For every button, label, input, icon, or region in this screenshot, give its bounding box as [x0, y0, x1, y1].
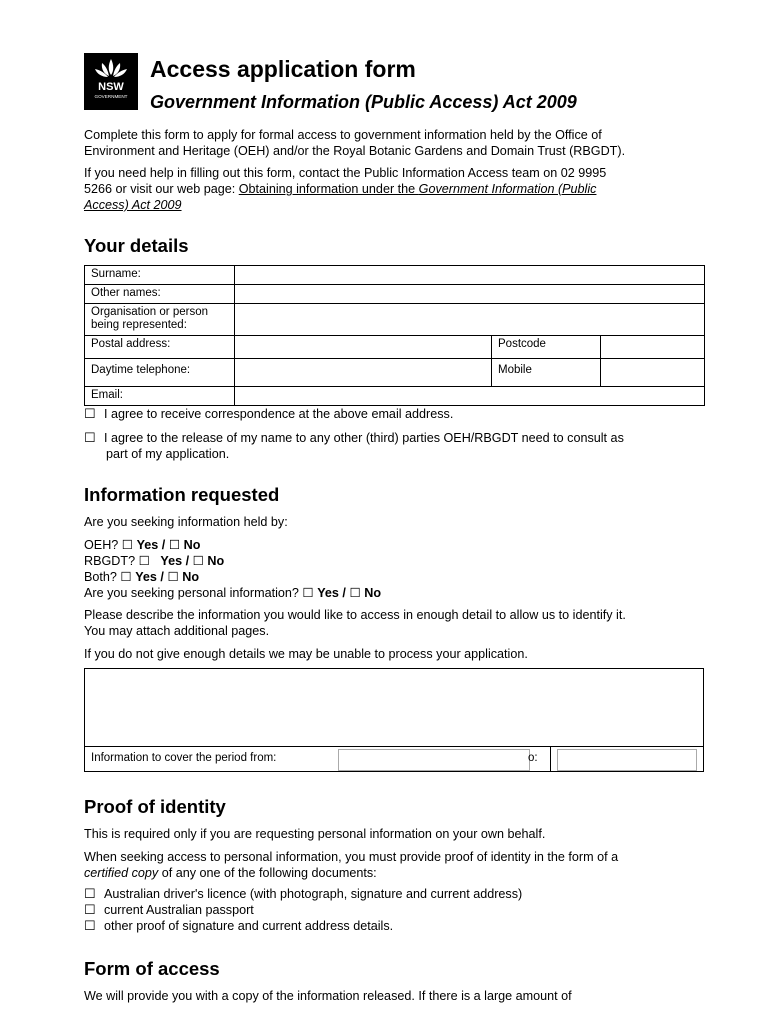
help-link[interactable]: Obtaining information under the Government Information (Public	[238, 182, 597, 196]
personal-label: Are you seeking personal information?	[84, 586, 299, 600]
intro-line-2: Environment and Heritage (OEH) and/or the Royal Botanic Gardens and Domain Trust (RBGDT).	[84, 144, 626, 158]
both-no-label: No	[182, 570, 200, 584]
help-line-2	[84, 181, 596, 197]
describe-line-2: You may attach additional pages.	[84, 624, 270, 638]
agree-email-label: I agree to receive correspondence at the above email address.	[104, 407, 454, 421]
proof-line-1: This is required only if you are requesting personal information on your own behalf.	[84, 827, 546, 841]
both-no-checkbox[interactable]: ☐	[167, 570, 179, 584]
other-proof-label: other proof of signature and current address details.	[104, 919, 394, 933]
drivers-licence-label: Australian driver's licence (with photograph, signature and current address)	[104, 887, 523, 901]
both-label: Both?	[84, 570, 117, 584]
period-divider	[550, 747, 551, 772]
section-heading-information-requested: Information requested	[84, 484, 280, 505]
surname-label: Surname:	[85, 266, 235, 285]
your-details-table	[84, 265, 705, 406]
personal-no-label: No	[364, 586, 382, 600]
agree-release-label-continued: part of my application.	[106, 447, 230, 461]
help-line-1: If you need help in filling out this form, contact the Public Information Access team on 02 9995	[84, 166, 607, 180]
proof-doc-2-row	[84, 902, 254, 918]
rbgdt-row	[84, 553, 224, 569]
postcode-label: Postcode	[492, 336, 601, 359]
agree-release-label: I agree to the release of my name to any other (third) parties OEH/RBGDT need to consult as	[104, 431, 624, 445]
postal-address-field[interactable]	[235, 336, 492, 359]
certified-copy-text: certified copy	[84, 866, 159, 880]
organisation-label: Organisation or person being represented:	[85, 304, 235, 336]
proof-doc-3-row	[84, 918, 393, 934]
oeh-no-label: No	[183, 538, 201, 552]
period-to-label: o:	[528, 752, 538, 764]
help-text: 5266 or visit our web page:	[84, 182, 239, 196]
agree-release-row	[84, 430, 624, 446]
both-yes-label: Yes /	[135, 570, 164, 584]
rbgdt-label: RBGDT?	[84, 554, 136, 568]
both-row	[84, 569, 199, 585]
proof-line-3	[84, 865, 377, 881]
rbgdt-no-checkbox[interactable]: ☐	[192, 554, 204, 568]
daytime-telephone-label: Daytime telephone:	[85, 359, 235, 387]
personal-no-checkbox[interactable]: ☐	[349, 586, 361, 600]
period-row	[84, 746, 704, 772]
daytime-telephone-field[interactable]	[235, 359, 492, 387]
postcode-field[interactable]	[601, 336, 705, 359]
rbgdt-no-label: No	[207, 554, 225, 568]
organisation-field[interactable]	[235, 304, 705, 336]
email-field[interactable]	[235, 387, 705, 406]
proof-line-3-rest: of any one of the following documents:	[158, 866, 377, 880]
surname-field[interactable]	[235, 266, 705, 285]
other-names-field[interactable]	[235, 285, 705, 304]
access-line-1: We will provide you with a copy of the information released. If there is a large amount of	[84, 989, 572, 1003]
proof-line-2: When seeking access to personal information, you must provide proof of identity in the form of a	[84, 850, 619, 864]
mobile-label: Mobile	[492, 359, 601, 387]
mobile-field[interactable]	[601, 359, 705, 387]
period-from-label: Information to cover the period from:	[91, 752, 277, 764]
personal-yes-label: Yes /	[317, 586, 346, 600]
agree-release-checkbox[interactable]: ☐	[84, 430, 96, 445]
logo-text-nsw: NSW	[98, 81, 124, 93]
rbgdt-yes-checkbox[interactable]: ☐	[138, 554, 150, 568]
intro-line-1: Complete this form to apply for formal access to government information held by the Office of	[84, 128, 602, 142]
help-link-continued[interactable]: Access) Act 2009	[84, 198, 182, 212]
postal-address-label: Postal address:	[85, 336, 235, 359]
agree-email-checkbox[interactable]: ☐	[84, 406, 96, 421]
agree-email-row	[84, 406, 453, 422]
section-heading-proof-of-identity: Proof of identity	[84, 796, 226, 817]
passport-checkbox[interactable]: ☐	[84, 902, 96, 917]
describe-line-1: Please describe the information you would like to access in enough detail to allow us to identify it.	[84, 608, 626, 622]
page-title: Access application form	[150, 56, 416, 82]
oeh-row	[84, 537, 200, 553]
seeking-question: Are you seeking information held by:	[84, 515, 288, 529]
both-yes-checkbox[interactable]: ☐	[120, 570, 132, 584]
oeh-label: OEH?	[84, 538, 119, 552]
personal-row	[84, 585, 381, 601]
period-to-field[interactable]	[557, 749, 697, 771]
page-subtitle: Government Information (Public Access) Act 2009	[150, 92, 577, 112]
other-names-label: Other names:	[85, 285, 235, 304]
other-proof-checkbox[interactable]: ☐	[84, 918, 96, 933]
nsw-government-logo	[84, 53, 138, 110]
personal-yes-checkbox[interactable]: ☐	[302, 586, 314, 600]
section-heading-form-of-access: Form of access	[84, 958, 220, 979]
email-label: Email:	[85, 387, 235, 406]
oeh-yes-checkbox[interactable]: ☐	[121, 538, 134, 552]
period-from-field[interactable]	[338, 749, 530, 771]
proof-doc-1-row	[84, 886, 522, 902]
warning-text: If you do not give enough details we may be unable to process your application.	[84, 647, 528, 661]
oeh-yes-label: Yes /	[136, 538, 166, 552]
passport-label: current Australian passport	[104, 903, 254, 917]
drivers-licence-checkbox[interactable]: ☐	[84, 886, 96, 901]
logo-text-government: GOVERNMENT	[94, 94, 128, 99]
section-heading-your-details: Your details	[84, 235, 189, 256]
oeh-no-checkbox[interactable]: ☐	[168, 538, 181, 552]
rbgdt-yes-label: Yes /	[160, 554, 190, 568]
